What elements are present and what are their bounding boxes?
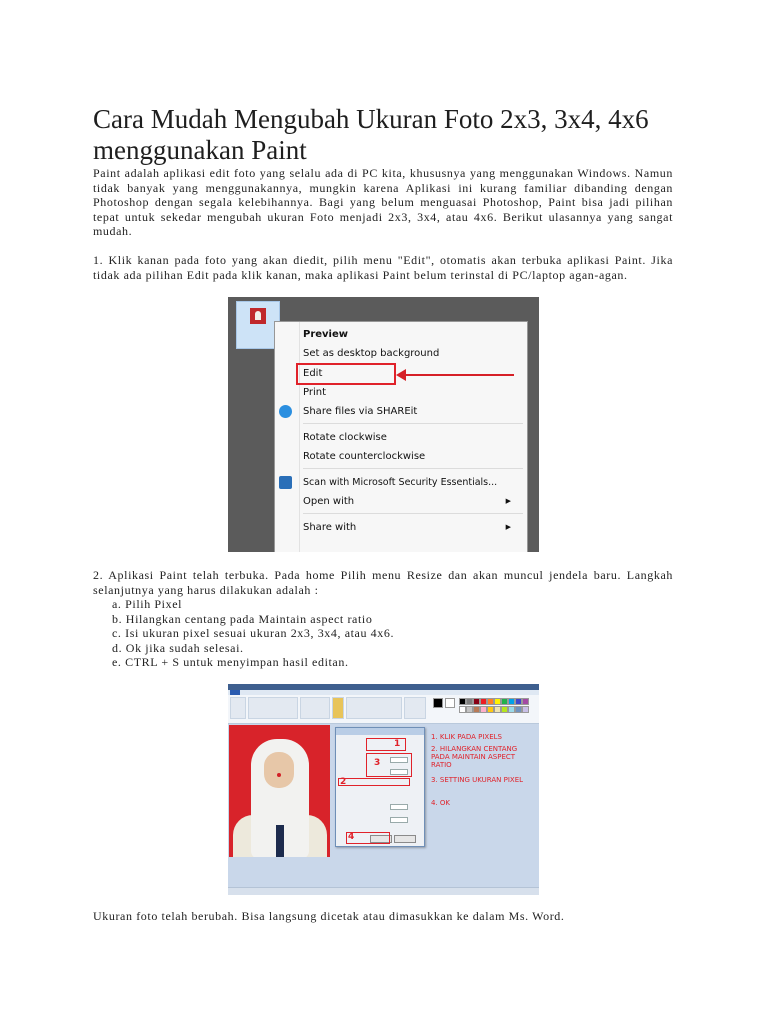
substep-item: a. Pilih Pixel <box>112 597 183 611</box>
note-2: 2. HILANGKAN CENTANG PADA MAINTAIN ASPECT RATIO <box>431 745 518 769</box>
closing-paragraph: Ukuran foto telah berubah. Bisa langsung dicetak atau dimasukkan ke dalam Ms. Word. <box>93 909 565 923</box>
substep-item: b. Hilangkan centang pada Maintain aspect ratio <box>112 611 373 626</box>
menu-item-edit[interactable]: Edit <box>303 368 323 379</box>
menu-item-scan-security-essentials[interactable]: Scan with Microsoft Security Essentials... <box>303 474 539 491</box>
menu-item-rotate-clockwise[interactable]: Rotate clockwise <box>303 432 387 443</box>
security-essentials-icon <box>279 476 292 489</box>
note-4: 4. OK <box>431 799 451 807</box>
context-menu-screenshot <box>228 297 539 552</box>
menu-item-share-with[interactable]: Share with ▶ <box>303 519 517 536</box>
submenu-arrow-icon: ▶ <box>505 523 511 531</box>
paint-resize-screenshot <box>228 684 539 895</box>
resize-dialog <box>335 727 425 847</box>
pixel-size-highlight <box>366 753 412 777</box>
color-palette <box>433 698 537 718</box>
edit-highlight-box <box>296 363 396 385</box>
substep-list <box>112 597 394 670</box>
menu-item-preview[interactable]: Preview <box>303 329 349 340</box>
context-menu <box>274 321 528 552</box>
cancel-button[interactable] <box>394 835 416 843</box>
shareit-icon <box>279 405 292 418</box>
menu-item-rotate-counterclockwise[interactable]: Rotate counterclockwise <box>303 451 426 462</box>
marker-2: 2 <box>340 777 347 787</box>
substep-item: d. Ok jika sudah selesai. <box>112 640 244 655</box>
page-title: Cara Mudah Mengubah Ukuran Foto 2x3, 3x4, 4x6 menggunakan Paint <box>93 104 649 165</box>
substep-item: e. CTRL + S untuk menyimpan hasil editan. <box>112 655 349 669</box>
pointer-arrow-icon <box>404 374 514 376</box>
step-1-paragraph: 1. Klik kanan pada foto yang akan diedit, pilih menu "Edit", otomatis akan terbuka aplikasi Paint. Jika tidak ada pilihan Edit pada klik kanan, maka aplikasi Paint belum terinstal di PC/laptop agan-agan. <box>93 253 673 282</box>
skew-vertical-field[interactable] <box>390 817 408 823</box>
photo-thumbnail-image <box>250 308 266 324</box>
menu-item-set-desktop-background[interactable]: Set as desktop background <box>303 348 440 359</box>
menu-item-print[interactable]: Print <box>303 387 327 398</box>
substep-item: c. Isi ukuran pixel sesuai ukuran 2x3, 3x4, atau 4x6. <box>112 626 395 640</box>
submenu-arrow-icon: ▶ <box>505 497 511 505</box>
marker-3: 3 <box>374 758 381 768</box>
paint-statusbar <box>228 887 539 895</box>
menu-item-share-shareit[interactable]: Share files via SHAREit <box>303 403 539 420</box>
marker-1: 1 <box>394 739 401 749</box>
note-3: 3. SETTING UKURAN PIXEL <box>431 776 524 784</box>
intro-paragraph: Paint adalah aplikasi edit foto yang selalu ada di PC kita, khususnya yang menggunakan Windows. Namun tidak banyak yang menggunakannya, mungkin karena Aplikasi ini kurang familiar dibanding dengan Photoshop dengan segala kelebihannya. Bagi yang belum menguasai Photoshop, Paint bisa jadi pilihan tepat untuk sekedar mengubah ukuran Foto menjadi 2x3, 3x4, atau 4x6. Berikut ulasannya yang sangat mudah. <box>93 166 673 238</box>
student-photo <box>229 725 330 857</box>
aspect-ratio-highlight <box>338 778 410 786</box>
marker-4: 4 <box>348 832 355 842</box>
step-2-paragraph: 2. Aplikasi Paint telah terbuka. Pada home Pilih menu Resize dan akan muncul jendela baru. Langkah selanjutnya yang harus dilakukan adalah : <box>93 568 673 597</box>
menu-item-open-with[interactable]: Open with ▶ <box>303 493 517 510</box>
resize-dialog-titlebar <box>336 728 424 735</box>
note-1: 1. KLIK PADA PIXELS <box>431 733 502 741</box>
skew-horizontal-field[interactable] <box>390 804 408 810</box>
